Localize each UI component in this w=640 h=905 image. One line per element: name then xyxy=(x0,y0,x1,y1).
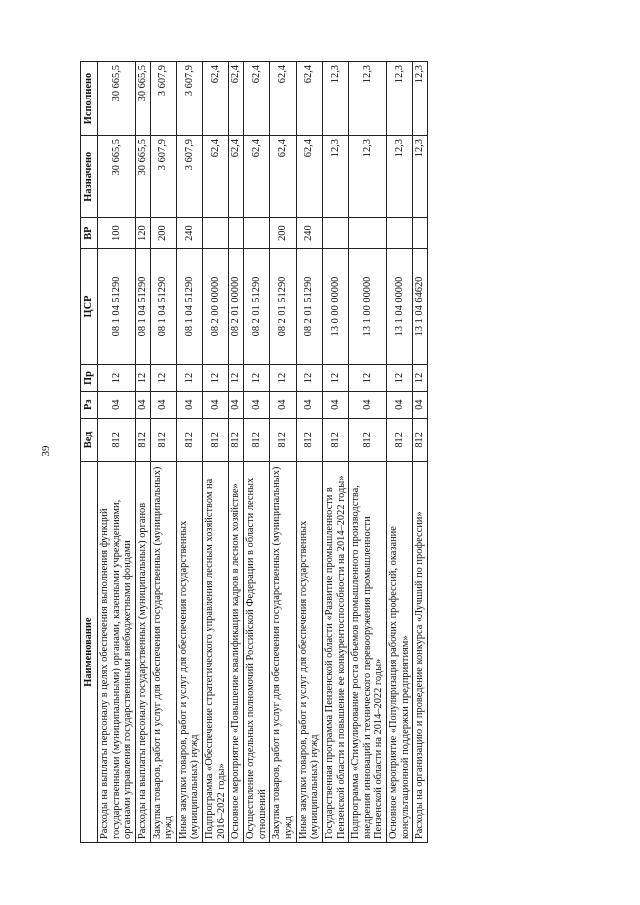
cell-vr xyxy=(322,218,348,248)
cell-plan: 62,4 xyxy=(229,136,244,218)
cell-pr: 12 xyxy=(322,365,348,392)
cell-pr: 12 xyxy=(203,365,229,392)
cell-csr: 08 1 04 51290 xyxy=(135,248,150,364)
cell-ved: 812 xyxy=(150,418,176,462)
cell-pr: 12 xyxy=(176,365,202,392)
table-row xyxy=(176,62,202,843)
cell-vr: 200 xyxy=(150,218,176,248)
cell-fact: 12,3 xyxy=(322,62,348,136)
cell-vr xyxy=(229,218,244,248)
table-row xyxy=(98,62,136,843)
cell-plan: 12,3 xyxy=(387,136,413,218)
cell-rz: 04 xyxy=(203,391,229,418)
cell-fact: 30 665,5 xyxy=(135,62,150,136)
header-plan: Назначено xyxy=(81,136,98,218)
cell-pr: 12 xyxy=(150,365,176,392)
cell-pr: 12 xyxy=(229,365,244,392)
cell-vr: 100 xyxy=(98,218,136,248)
budget-table xyxy=(80,61,428,843)
cell-csr: 08 1 04 51290 xyxy=(150,248,176,364)
cell-fact: 62,4 xyxy=(244,62,270,136)
cell-name: Иные закупки товаров, работ и услуг для обеспечения государственных (муниципальных) нужд xyxy=(296,462,322,843)
cell-ved: 812 xyxy=(387,418,413,462)
cell-plan: 3 607,9 xyxy=(150,136,176,218)
cell-rz: 04 xyxy=(229,391,244,418)
header-name: Наименование xyxy=(81,462,98,843)
cell-csr: 13 0 00 00000 xyxy=(322,248,348,364)
table-row xyxy=(296,62,322,843)
table-row xyxy=(229,62,244,843)
cell-name: Подпрограмма «Стимулирование роста объемов промышленного производства, внедрения инноваций и технического перевооружения промышленности Пензенской области на 2014–2022 годы» xyxy=(349,462,387,843)
cell-rz: 04 xyxy=(413,391,428,418)
cell-plan: 62,4 xyxy=(203,136,229,218)
cell-pr: 12 xyxy=(413,365,428,392)
rotated-table-container xyxy=(80,61,532,843)
cell-vr xyxy=(413,218,428,248)
cell-ved: 812 xyxy=(322,418,348,462)
cell-ved: 812 xyxy=(349,418,387,462)
table-row xyxy=(203,62,229,843)
cell-name: Закупка товаров, работ и услуг для обеспечения государственных (муниципальных) нужд xyxy=(270,462,296,843)
cell-rz: 04 xyxy=(349,391,387,418)
cell-csr: 08 2 01 51290 xyxy=(244,248,270,364)
cell-pr: 12 xyxy=(270,365,296,392)
cell-ved: 812 xyxy=(296,418,322,462)
cell-plan: 62,4 xyxy=(270,136,296,218)
cell-csr: 13 1 04 64620 xyxy=(413,248,428,364)
cell-name: Иные закупки товаров, работ и услуг для обеспечения государственных (муниципальных) нужд xyxy=(176,462,202,843)
cell-rz: 04 xyxy=(244,391,270,418)
cell-plan: 12,3 xyxy=(413,136,428,218)
cell-rz: 04 xyxy=(98,391,136,418)
cell-name: Основное мероприятие «Повышение квалификации кадров в лесном хозяйстве» xyxy=(229,462,244,843)
header-pr: Пр xyxy=(81,365,98,392)
cell-vr: 240 xyxy=(176,218,202,248)
cell-csr: 08 2 01 51290 xyxy=(296,248,322,364)
cell-vr: 240 xyxy=(296,218,322,248)
cell-name: Закупка товаров, работ и услуг для обеспечения государственных (муниципальных) нужд xyxy=(150,462,176,843)
table-header-row xyxy=(81,62,98,843)
header-rz: Рз xyxy=(81,391,98,418)
cell-plan: 12,3 xyxy=(349,136,387,218)
cell-csr: 08 2 01 51290 xyxy=(270,248,296,364)
header-fact: Исполнено xyxy=(81,62,98,136)
cell-rz: 04 xyxy=(135,391,150,418)
cell-ved: 812 xyxy=(135,418,150,462)
cell-vr xyxy=(387,218,413,248)
cell-rz: 04 xyxy=(296,391,322,418)
cell-ved: 812 xyxy=(270,418,296,462)
cell-pr: 12 xyxy=(296,365,322,392)
cell-plan: 62,4 xyxy=(244,136,270,218)
cell-name: Расходы на выплаты персоналу государственных (муниципальных) органов xyxy=(135,462,150,843)
cell-vr xyxy=(203,218,229,248)
page-number: 39 xyxy=(40,445,52,457)
cell-fact: 12,3 xyxy=(387,62,413,136)
cell-ved: 812 xyxy=(98,418,136,462)
cell-plan: 12,3 xyxy=(322,136,348,218)
cell-fact: 12,3 xyxy=(349,62,387,136)
cell-name: Основное мероприятие «Популяризация рабочих профессий, оказание консультационной поддержки предприятиям» xyxy=(387,462,413,843)
cell-rz: 04 xyxy=(150,391,176,418)
header-ved: Вед xyxy=(81,418,98,462)
cell-plan: 62,4 xyxy=(296,136,322,218)
cell-plan: 30 665,5 xyxy=(98,136,136,218)
cell-fact: 3 607,9 xyxy=(176,62,202,136)
cell-ved: 812 xyxy=(176,418,202,462)
cell-fact: 62,4 xyxy=(270,62,296,136)
cell-csr: 13 1 04 00000 xyxy=(387,248,413,364)
cell-csr: 08 2 00 00000 xyxy=(203,248,229,364)
table-row xyxy=(322,62,348,843)
cell-pr: 12 xyxy=(349,365,387,392)
table-row xyxy=(413,62,428,843)
table-body xyxy=(98,62,428,843)
cell-csr: 08 1 04 51290 xyxy=(176,248,202,364)
cell-vr xyxy=(349,218,387,248)
cell-name: Расходы на выплаты персоналу в целях обеспечения выполнения функций государственными (муниципальными) органами, казенными учреждениями, органами управления государственными внебюджетными фондами xyxy=(98,462,136,843)
header-csr: ЦСР xyxy=(81,248,98,364)
cell-csr: 08 1 04 51290 xyxy=(98,248,136,364)
cell-ved: 812 xyxy=(229,418,244,462)
cell-fact: 3 607,9 xyxy=(150,62,176,136)
cell-rz: 04 xyxy=(322,391,348,418)
cell-vr: 120 xyxy=(135,218,150,248)
cell-plan: 30 665,5 xyxy=(135,136,150,218)
cell-rz: 04 xyxy=(270,391,296,418)
cell-ved: 812 xyxy=(413,418,428,462)
cell-vr: 200 xyxy=(270,218,296,248)
table-row xyxy=(244,62,270,843)
cell-name: Подпрограмма «Обеспечение стратегического управления лесным хозяйством на 2016–2022 годы» xyxy=(203,462,229,843)
cell-pr: 12 xyxy=(98,365,136,392)
cell-name: Государственная программа Пензенской области «Развитие промышленности в Пензенской области и повышение ее конкурентоспособности на 2014–2022 годы» xyxy=(322,462,348,843)
cell-fact: 62,4 xyxy=(203,62,229,136)
cell-name: Осуществление отдельных полномочий Российской Федерации в области лесных отношений xyxy=(244,462,270,843)
cell-rz: 04 xyxy=(387,391,413,418)
table-row xyxy=(270,62,296,843)
table-row xyxy=(135,62,150,843)
table-row xyxy=(150,62,176,843)
header-vr: ВР xyxy=(81,218,98,248)
cell-fact: 62,4 xyxy=(229,62,244,136)
cell-fact: 12,3 xyxy=(413,62,428,136)
cell-fact: 62,4 xyxy=(296,62,322,136)
cell-pr: 12 xyxy=(244,365,270,392)
table-row xyxy=(349,62,387,843)
cell-plan: 3 607,9 xyxy=(176,136,202,218)
cell-name: Расходы на организацию и проведение конкурса «Лучший по профессии» xyxy=(413,462,428,843)
cell-pr: 12 xyxy=(387,365,413,392)
cell-csr: 08 2 01 00000 xyxy=(229,248,244,364)
cell-pr: 12 xyxy=(135,365,150,392)
cell-ved: 812 xyxy=(203,418,229,462)
cell-rz: 04 xyxy=(176,391,202,418)
cell-fact: 30 665,5 xyxy=(98,62,136,136)
table-row xyxy=(387,62,413,843)
cell-csr: 13 1 00 00000 xyxy=(349,248,387,364)
cell-ved: 812 xyxy=(244,418,270,462)
cell-vr xyxy=(244,218,270,248)
